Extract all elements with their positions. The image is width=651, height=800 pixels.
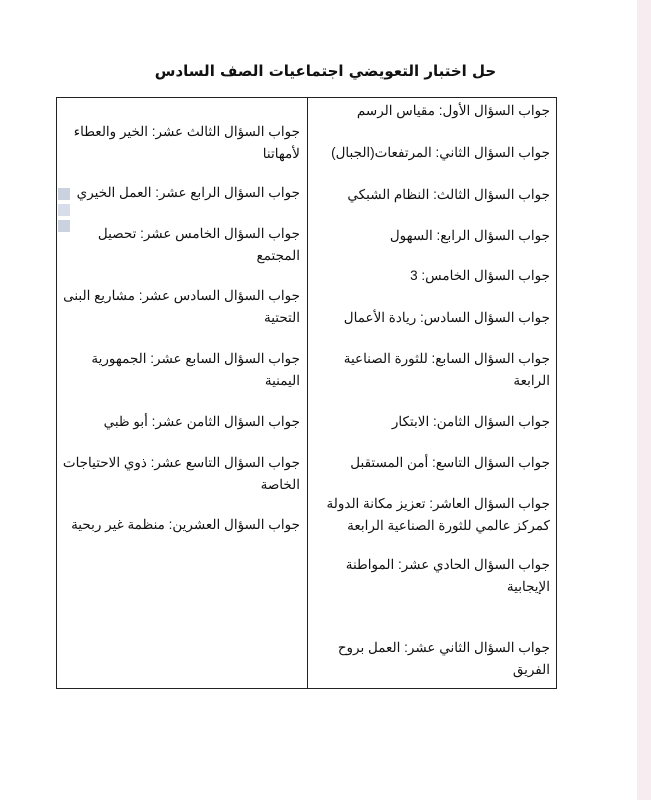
answer-table — [56, 97, 557, 689]
answer-17: جواب السؤال السابع عشر: الجمهورية اليمنية — [91, 351, 300, 388]
answer-7: جواب السؤال السابع: للثورة الصناعية الرابعة — [343, 351, 550, 388]
answer-8: جواب السؤال الثامن: الابتكار — [391, 414, 550, 429]
answer-19: جواب السؤال التاسع عشر: ذوي الاحتياجات الخاصة — [62, 455, 300, 492]
answer-3: جواب السؤال الثالث: النظام الشبكي — [347, 187, 550, 202]
answer-11: جواب السؤال الحادي عشر: المواطنة الإيجابية — [345, 557, 550, 594]
page-edge-strip — [637, 0, 651, 800]
answer-4: جواب السؤال الرابع: السهول — [389, 228, 550, 243]
answer-14: جواب السؤال الرابع عشر: العمل الخيري — [76, 185, 300, 200]
answer-6: جواب السؤال السادس: ريادة الأعمال — [343, 310, 550, 325]
column-divider — [307, 98, 308, 688]
answer-5: جواب السؤال الخامس: 3 — [410, 268, 550, 283]
page-title: حل اختبار التعويضي اجتماعيات الصف السادس — [154, 62, 497, 80]
answer-20: جواب السؤال العشرين: منظمة غير ربحية — [71, 517, 300, 532]
answer-10: جواب السؤال العاشر: تعزيز مكانة الدولة كمركز عالمي للثورة الصناعية الرابعة — [326, 496, 550, 533]
answer-12: جواب السؤال الثاني عشر: العمل بروح الفريق — [337, 640, 550, 677]
answer-15: جواب السؤال الخامس عشر: تحصيل المجتمع — [97, 226, 300, 263]
answer-9: جواب السؤال التاسع: أمن المستقبل — [350, 455, 550, 470]
answer-2: جواب السؤال الثاني: المرتفعات(الجبال) — [331, 145, 550, 160]
answer-18: جواب السؤال الثامن عشر: أبو ظبي — [103, 414, 300, 429]
answer-1: جواب السؤال الأول: مقياس الرسم — [356, 103, 550, 118]
answer-13: جواب السؤال الثالث عشر: الخير والعطاء لأمهاتنا — [73, 124, 300, 161]
answer-16: جواب السؤال السادس عشر: مشاريع البنى التحتية — [63, 288, 300, 325]
